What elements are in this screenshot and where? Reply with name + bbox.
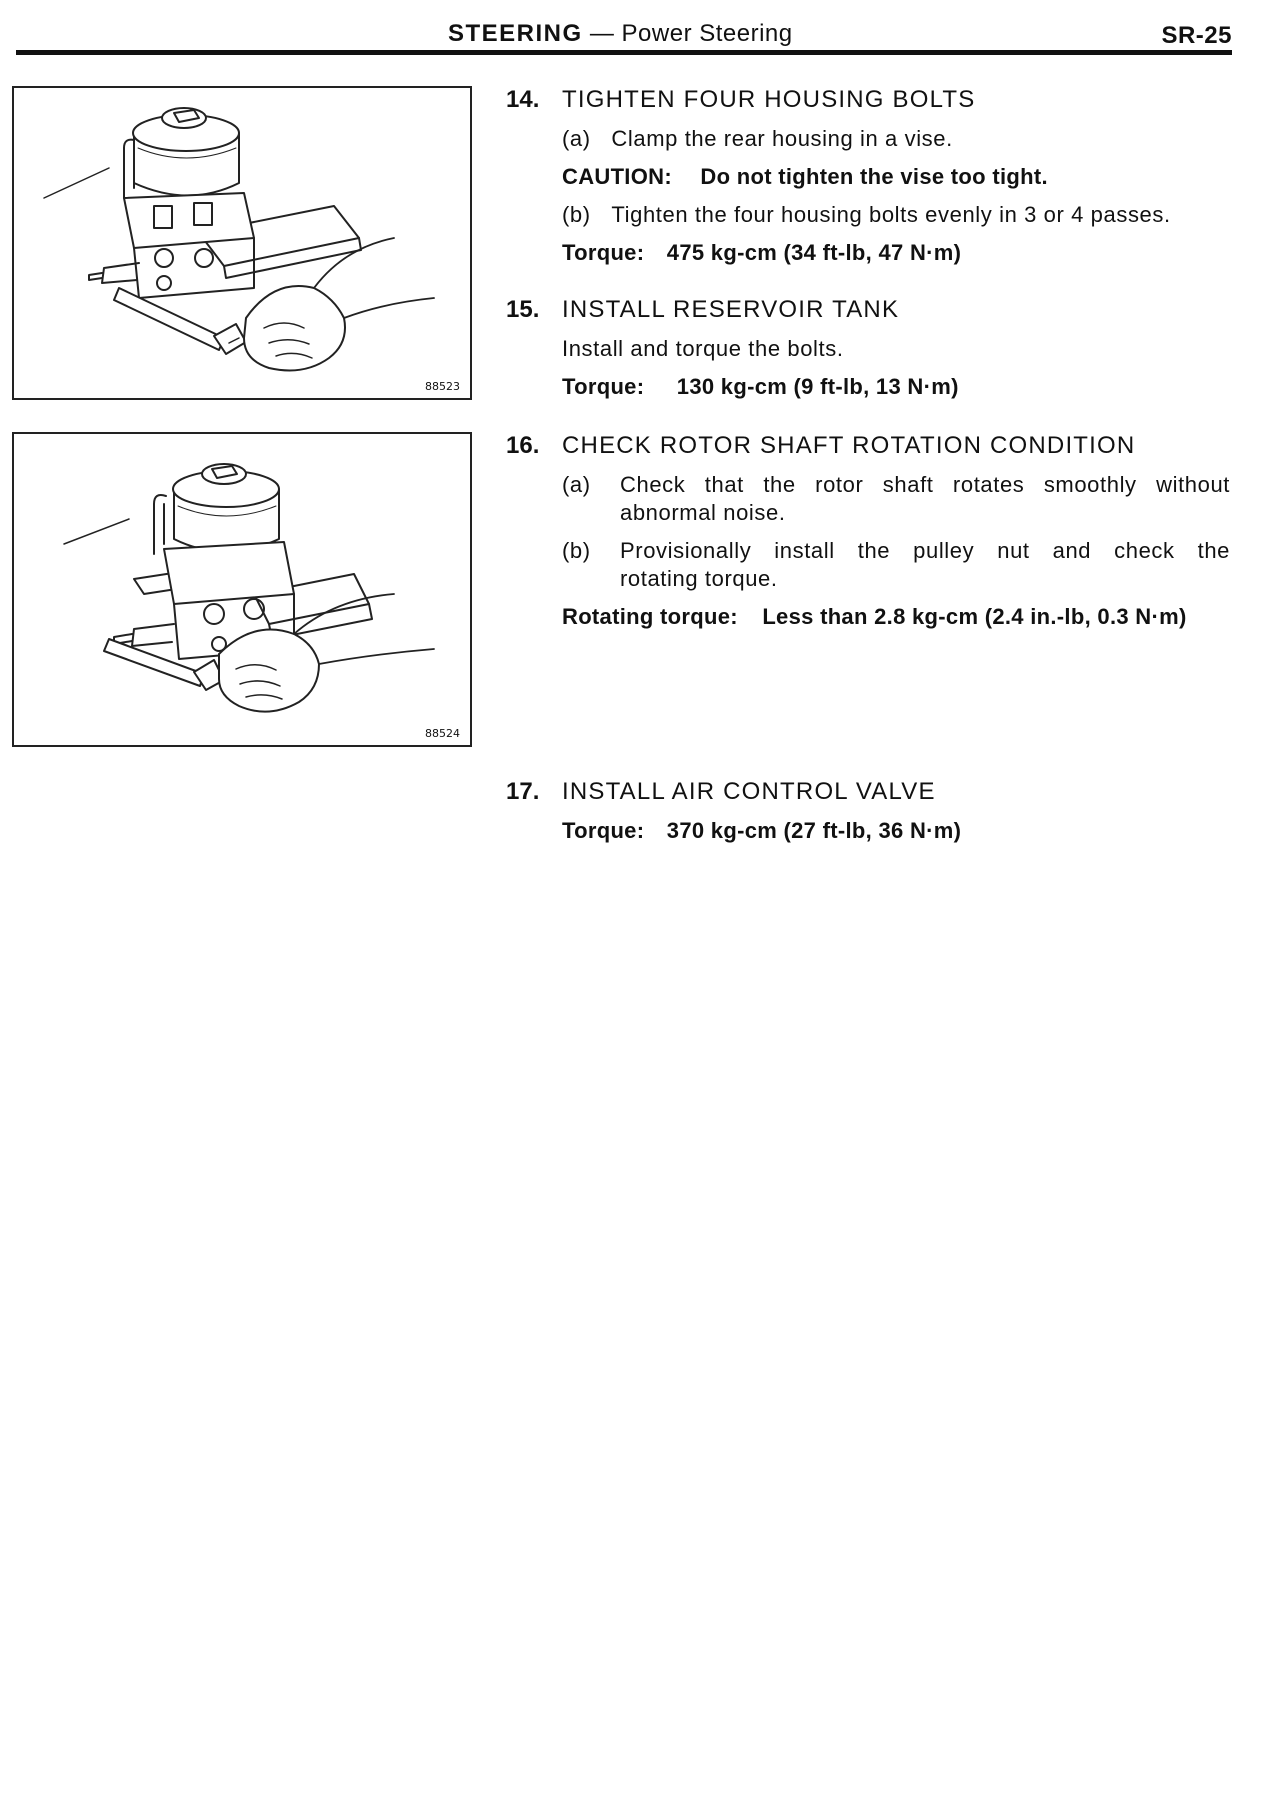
- step-16-b-line2: rotating torque.: [620, 566, 778, 591]
- sub-label: (b): [562, 538, 591, 563]
- torque-value: Less than 2.8 kg-cm (2.4 in.-lb, 0.3 N·m): [762, 604, 1187, 629]
- torque-spec: [562, 604, 1187, 630]
- torque-label: Rotating torque:: [562, 604, 738, 629]
- torque-spec: [562, 240, 961, 266]
- caution: [562, 164, 1048, 190]
- header-rule: [16, 50, 1232, 55]
- figure-code: 88523: [425, 380, 460, 393]
- step-16-a: [562, 472, 591, 498]
- torque-label: Torque:: [562, 240, 645, 265]
- torque-value: 130 kg-cm (9 ft-lb, 13 N·m): [676, 374, 959, 399]
- step-16-b-line1: Provisionally install the pulley nut and check the: [620, 538, 1230, 563]
- torque-label: Torque:: [562, 374, 645, 399]
- figure-check-rotor-rotation: [12, 432, 472, 747]
- page-number: SR-25: [1161, 22, 1232, 49]
- torque-spec: [562, 374, 959, 400]
- torque-label: Torque:: [562, 818, 645, 843]
- step-14-b: [562, 202, 1171, 228]
- pump-torque-wrench-illustration-2: [14, 434, 470, 745]
- step-16-b: [562, 538, 591, 564]
- sub-label: (a): [562, 126, 591, 151]
- step-number: 14.: [506, 86, 540, 113]
- torque-value: 370 kg-cm (27 ft-lb, 36 N·m): [666, 818, 962, 843]
- sub-text: Clamp the rear housing in a vise.: [611, 126, 953, 151]
- caution-text: Do not tighten the vise too tight.: [700, 164, 1048, 189]
- figure-code: 88524: [425, 727, 460, 740]
- torque-value: 475 kg-cm (34 ft-lb, 47 N·m): [666, 240, 962, 265]
- header-section: STEERING: [448, 20, 583, 47]
- step-title: CHECK ROTOR SHAFT ROTATION CONDITION: [562, 432, 1136, 459]
- header-dash: —: [589, 20, 615, 47]
- step-title: INSTALL RESERVOIR TANK: [562, 296, 900, 323]
- step-number: 15.: [506, 296, 540, 323]
- page-header-title: [448, 20, 793, 48]
- step-15-text: Install and torque the bolts.: [562, 336, 844, 361]
- step-number: 17.: [506, 778, 540, 805]
- step-16-a-line1: Check that the rotor shaft rotates smoothly without: [620, 472, 1230, 497]
- figure-tighten-housing-bolts: [12, 86, 472, 400]
- step-16-a-line2: abnormal noise.: [620, 500, 786, 525]
- sub-text: Tighten the four housing bolts evenly in 3 or 4 passes.: [611, 202, 1171, 227]
- step-title: INSTALL AIR CONTROL VALVE: [562, 778, 936, 805]
- torque-spec: [562, 818, 961, 844]
- header-subsection: Power Steering: [621, 20, 793, 47]
- sub-label: (a): [562, 472, 591, 497]
- step-number: 16.: [506, 432, 540, 459]
- step-title: TIGHTEN FOUR HOUSING BOLTS: [562, 86, 976, 113]
- sub-label: (b): [562, 202, 591, 227]
- step-14-a: [562, 126, 953, 152]
- pump-torque-wrench-illustration-1: [14, 88, 470, 398]
- caution-label: CAUTION:: [562, 164, 672, 189]
